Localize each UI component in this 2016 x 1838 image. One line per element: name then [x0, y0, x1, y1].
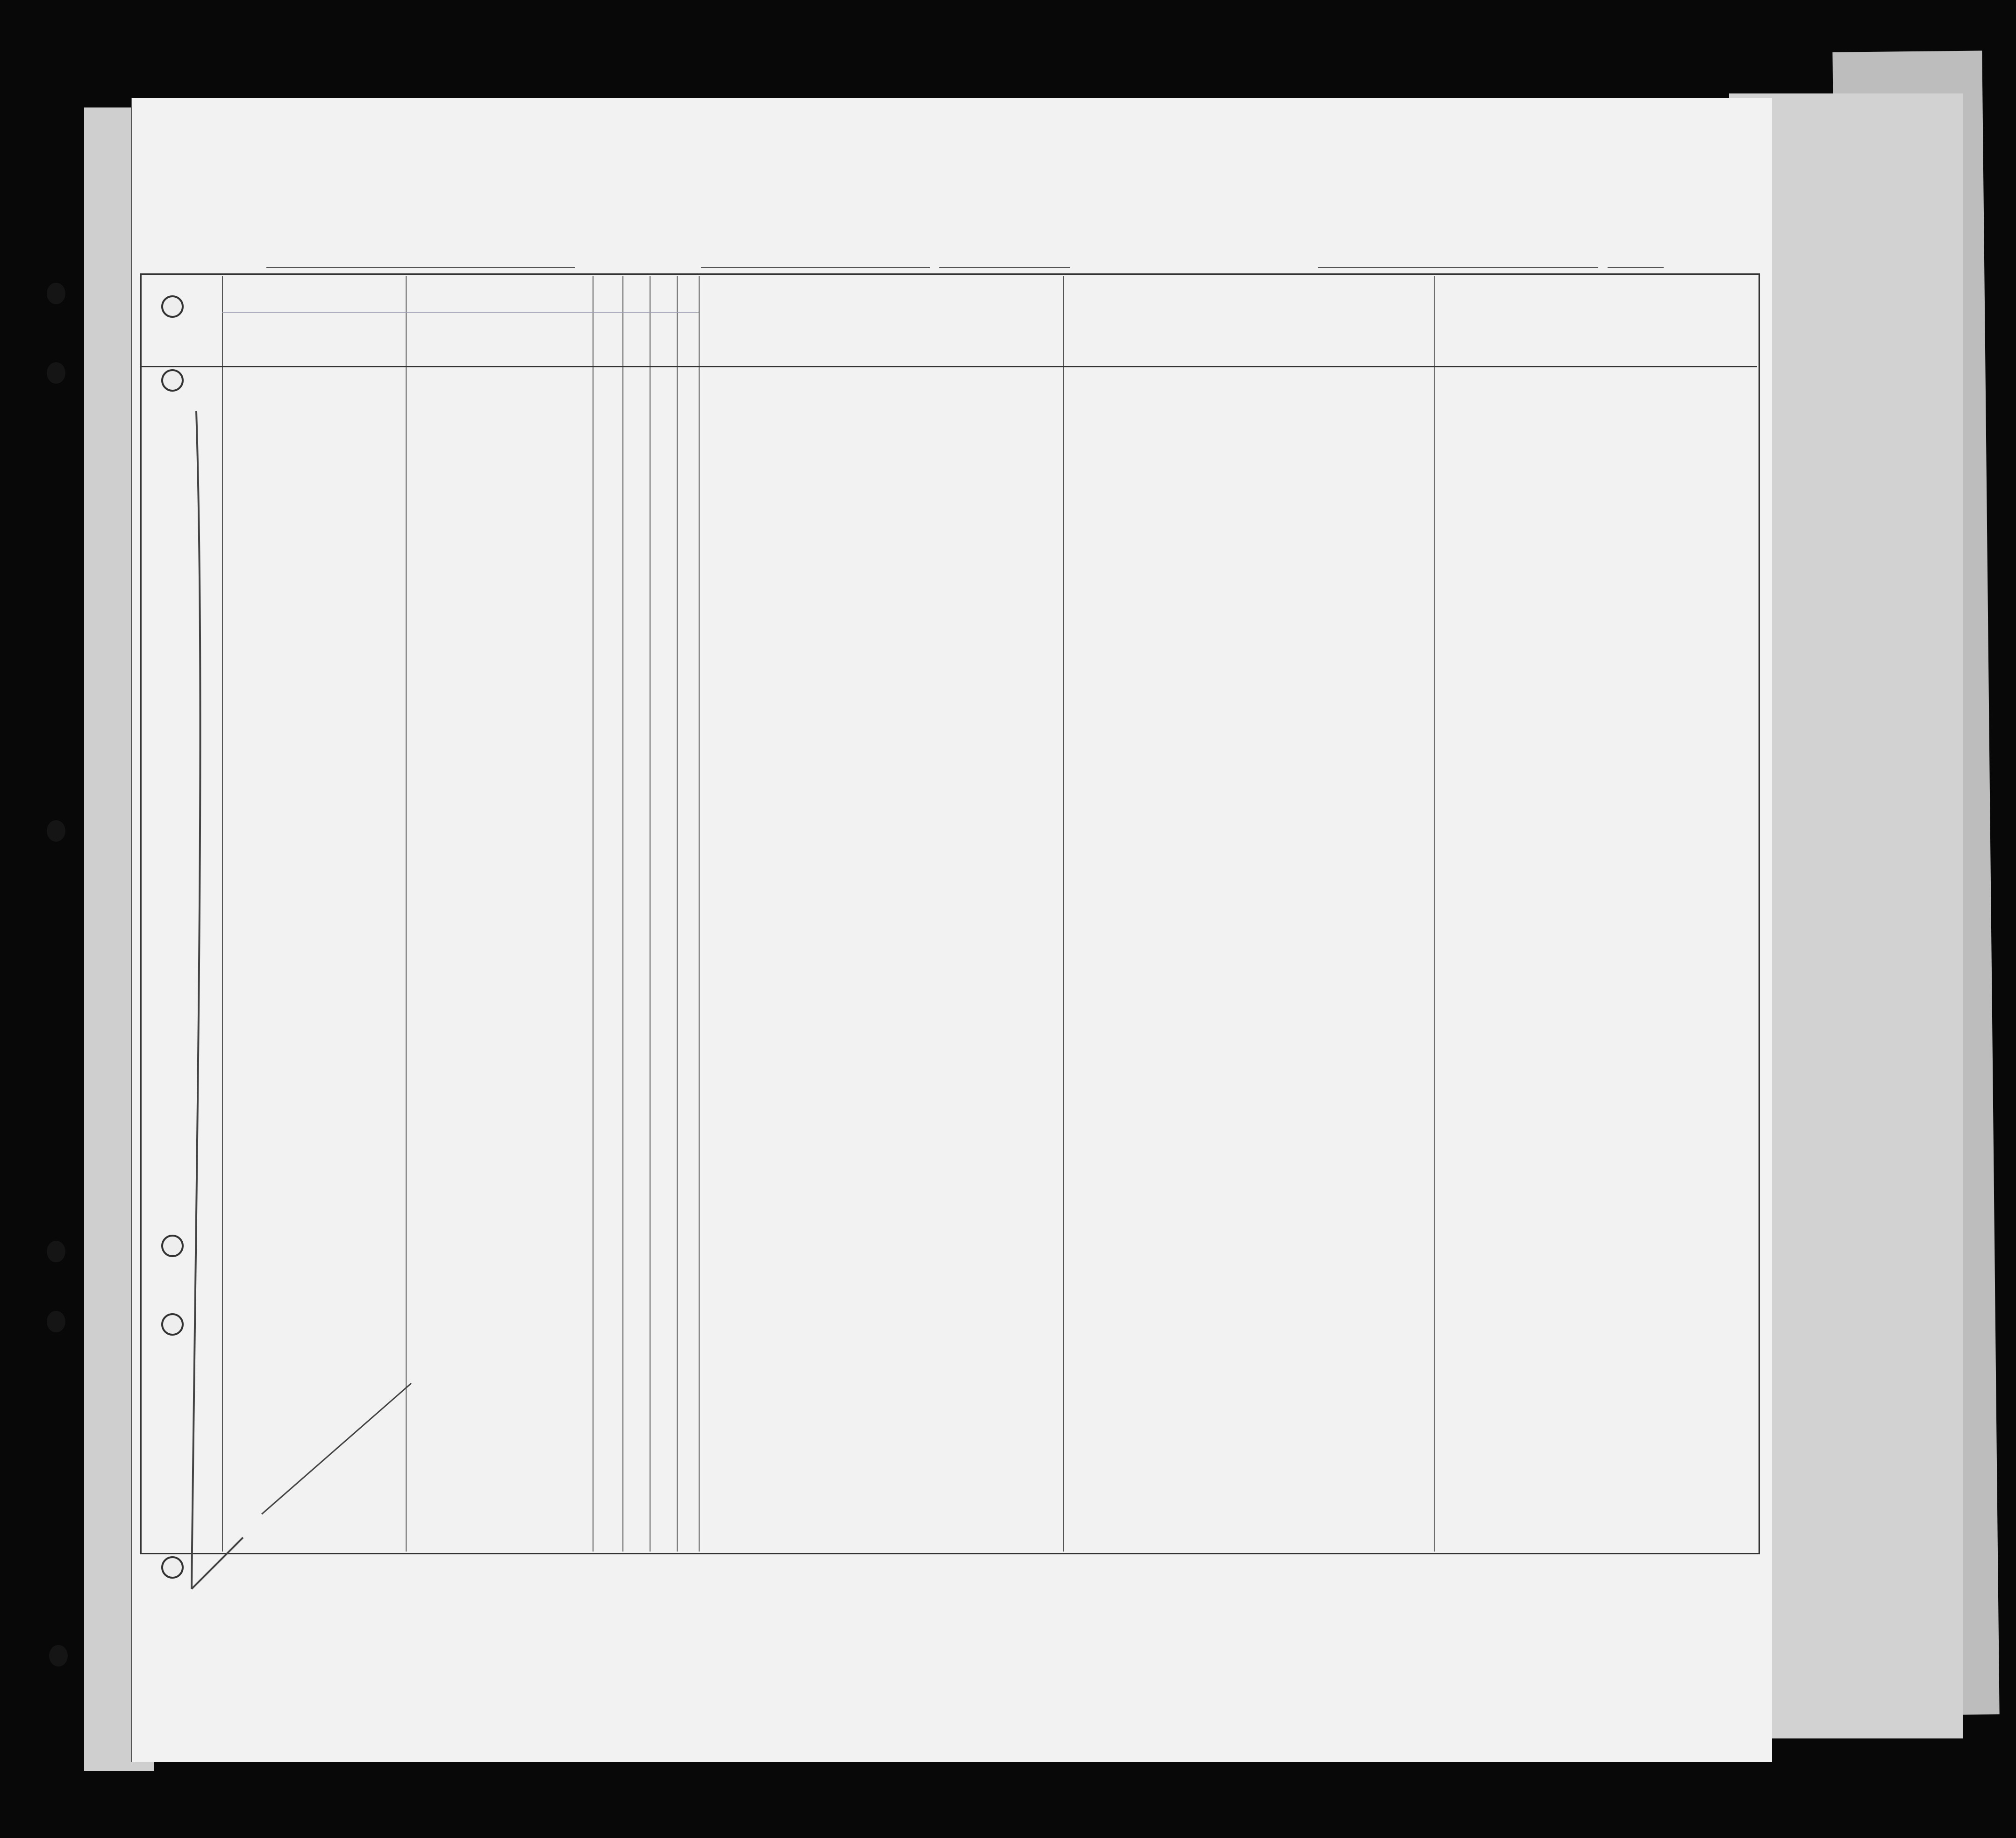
- margin-stroke: [262, 1383, 411, 1514]
- margin-bracket: [192, 411, 200, 1589]
- margin-bracket: [192, 1538, 243, 1589]
